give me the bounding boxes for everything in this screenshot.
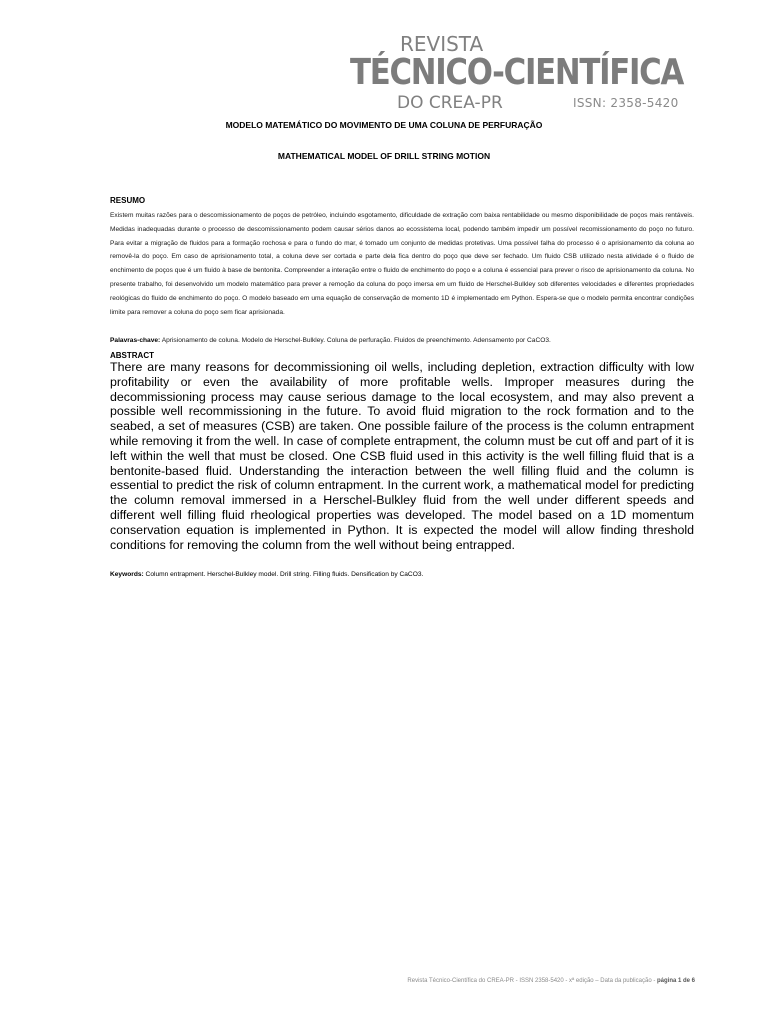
masthead-revista: REVISTA <box>400 32 484 56</box>
footer-text: Revista Técnico-Científica do CREA-PR - ISSN 2358-5420 - xª edição – Data da publicação - <box>407 978 657 984</box>
keywords <box>110 570 694 580</box>
paper-title-en: MATHEMATICAL MODEL OF DRILL STRING MOTION <box>277 151 491 161</box>
keywords-text: Column entrapment. Herschel-Bulkley model. Drill string. Filling fluids. Densification by CaCO3. <box>143 571 424 578</box>
masthead-title: TÉCNICO-CIENTÍFICA <box>350 52 684 93</box>
page-footer <box>407 978 695 984</box>
palavras-chave-text: Aprisionamento de coluna. Modelo de Herschel-Bulkley. Coluna de perfuração. Fluidos de preenchimento. Adensamento por CaCO3. <box>160 337 551 344</box>
keywords-label: Keywords: <box>110 571 144 578</box>
masthead-issn: ISSN: 2358-5420 <box>573 96 679 110</box>
journal-masthead <box>350 30 695 114</box>
paper-title-pt: MODELO MATEMÁTICO DO MOVIMENTO DE UMA COLUNA DE PERFURAÇÃO <box>225 120 543 130</box>
page-number: página 1 de 6 <box>656 978 695 984</box>
masthead-subtitle: DO CREA-PR <box>397 93 503 113</box>
abstract-body: There are many reasons for decommissioning oil wells, including depletion, extraction difficulty with low profitability or even the availability of more profitable wells. Improper measures during the decommissioning process may cause serious damage to the local ecosystem, and may also prevent a possible well recommissioning in the future. To avoid fluid migration to the rock formation and to the seabed, a set of measures (CSB) are taken. One possible failure of the process is the column entrapment while removing it from the well. In case of complete entrapment, the column must be cut off and part of it is left within the well that must be closed. One CSB fluid used in this activity is the well filling fluid that is a bentonite-based fluid. Understanding the interaction between the well filling fluid and the column is essential to predict the risk of column entrapment. In the current work, a mathematical model for predicting the column removal immersed in a Herschel-Bulkley fluid from the well under different speeds and different well filling fluid rheological properties was developed. The model based on a 1D momentum conservation equation is implemented in Python. It is expected the model will allow finding threshold conditions for removing the column from the well without being entrapped. <box>110 360 694 552</box>
abstract-heading: ABSTRACT <box>110 351 154 360</box>
resumo-heading: RESUMO <box>110 196 146 205</box>
palavras-chave-label: Palavras-chave: <box>110 337 161 344</box>
palavras-chave <box>110 336 694 346</box>
resumo-body: Existem muitas razões para o descomissionamento de poços de petróleo, incluindo esgotamento, dificuldade de extração com baixa rentabilidade ou mesmo disponibilidade de poços mais rentáveis. Medidas inadequadas durante o processo de descomissionamento podem causar sérios danos ao ecossistema local, podendo também impedir um possível recomissionamento do poço no futuro. Para evitar a migração de fluidos para a formação rochosa e para o fundo do mar, é tomado um conjunto de medidas protetivas. Uma possível falha do processo é o aprisionamento da coluna ao removê-la do poço. Em caso de aprisionamento total, a coluna deve ser cortada e parte dela fica dentro do poço que deve ser fechado. Um fluido CSB utilizado nesta atividade é o fluido de enchimento de poços que é um fluido à base de bentonita. Compreender a interação entre o fluido de enchimento do poço e a coluna é essencial para prever o risco de aprisionamento da coluna. No presente trabalho, foi desenvolvido um modelo matemático para prever a remoção da coluna do poço imersa em um fluido de Herschel-Bulkley sob diferentes velocidades e diferentes propriedades reológicas do fluido de enchimento do poço. O modelo baseado em uma equação de conservação de momento 1D é implementado em Python. Espera-se que o modelo permita encontrar condições limite para remover a coluna do poço sem ficar aprisionada. <box>110 212 694 316</box>
